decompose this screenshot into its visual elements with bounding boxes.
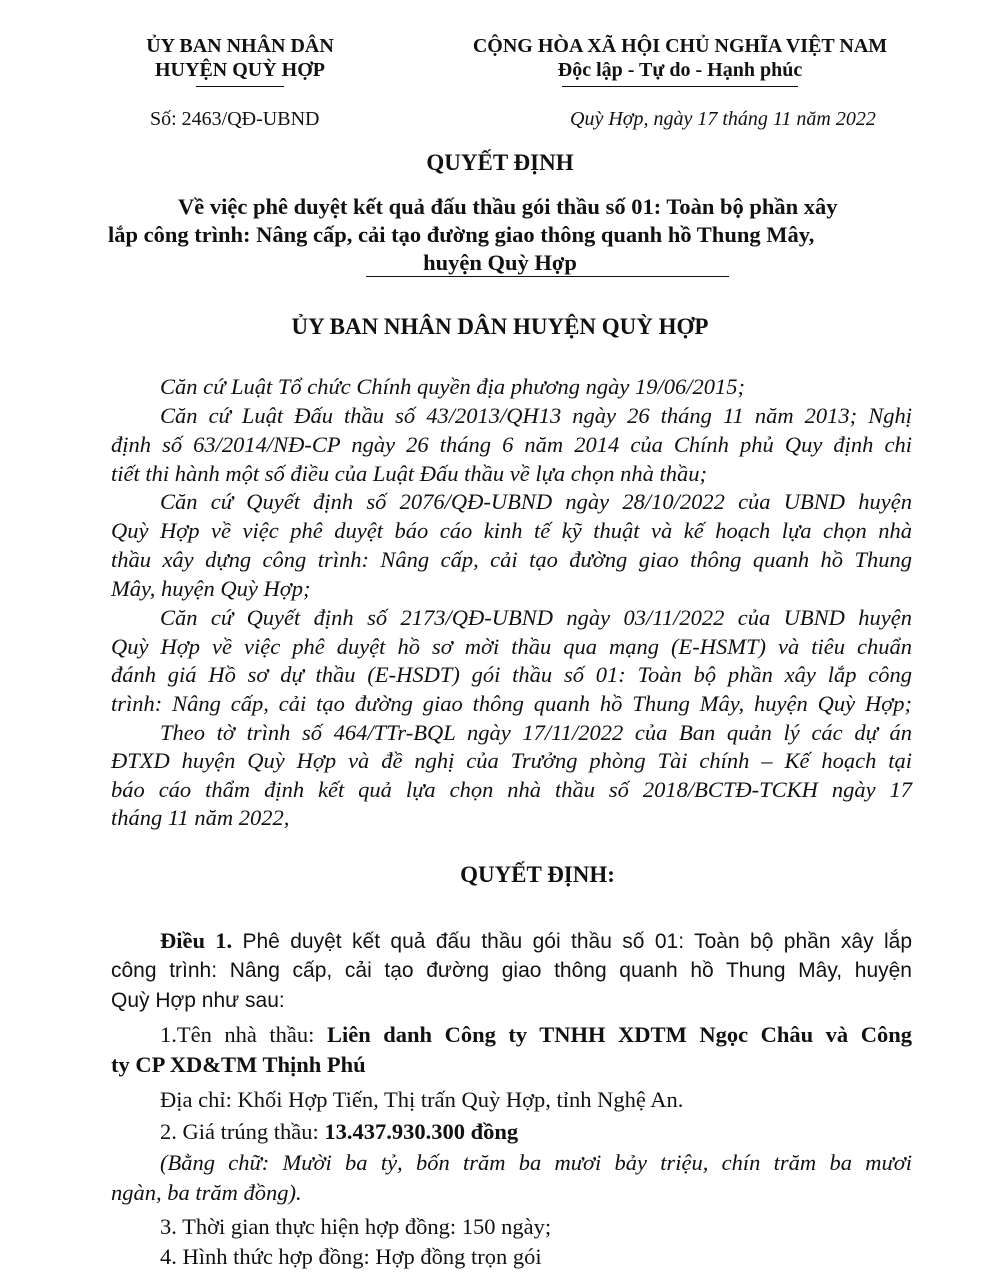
motto-underline — [562, 86, 798, 87]
agency-underline — [196, 86, 284, 87]
price-in-words-line2: ngàn, ba trăm đồng). — [111, 1180, 302, 1205]
subject-line-1: Về việc phê duyệt kết quả đấu thầu gói thầu số 01: Toàn bộ phần xây — [178, 194, 838, 219]
legal-basis-2-line1: Căn cứ Luật Đấu thầu số 43/2013/QH13 ngày 26 tháng 11 năm 2013; Nghị — [160, 403, 912, 428]
winning-price-line — [160, 1117, 518, 1147]
legal-basis-3-line2: Quỳ Hợp về việc phê duyệt báo cáo kinh tế kỹ thuật và kế hoạch lựa chọn nhà — [111, 518, 912, 543]
nation-title: CỘNG HÒA XÃ HỘI CHỦ NGHĨA VIỆT NAM — [472, 35, 888, 57]
place-date: Quỳ Hợp, ngày 17 tháng 11 năm 2022 — [570, 108, 876, 130]
legal-basis-4-line3: đánh giá Hồ sơ dự thầu (E-HSDT) gói thầu số 01: Toàn bộ phần xây lắp công — [111, 662, 912, 687]
legal-basis-2-line3: tiết thi hành một số điều của Luật Đấu thầu về lựa chọn nhà thầu; — [111, 461, 707, 486]
subject-line-3: huyện Quỳ Hợp — [423, 250, 577, 275]
legal-basis-1: Căn cứ Luật Tổ chức Chính quyền địa phương ngày 19/06/2015; — [160, 374, 746, 399]
legal-basis-2-line2: định số 63/2014/NĐ-CP ngày 26 tháng 6 năm 2014 của Chính phủ Quy định chi — [111, 432, 912, 457]
contractor-label: 1.Tên nhà thầu: — [160, 1022, 327, 1047]
winning-price-value: 13.437.930.300 đồng — [324, 1119, 519, 1144]
document-type: QUYẾT ĐỊNH — [426, 150, 574, 175]
contractor-name-part2: ty CP XD&TM Thịnh Phú — [111, 1052, 366, 1077]
legal-basis-4-line1: Căn cứ Quyết định số 2173/QĐ-UBND ngày 03/11/2022 của UBND huyện — [160, 605, 912, 630]
legal-basis-5-line4: tháng 11 năm 2022, — [111, 805, 290, 830]
agency-name-line1: ỦY BAN NHÂN DÂN — [146, 35, 334, 57]
legal-basis-5-line3: báo cáo thẩm định kết quả lựa chọn nhà thầu số 2018/BCTĐ-TCKH ngày 17 — [111, 777, 912, 802]
legal-basis-3-line1: Căn cứ Quyết định số 2076/QĐ-UBND ngày 28/10/2022 của UBND huyện — [160, 489, 912, 514]
winning-price-label: 2. Giá trúng thầu: — [160, 1119, 325, 1144]
title-underline — [366, 276, 729, 277]
contractor-name-part1: Liên danh Công ty TNHH XDTM Ngọc Châu và Công — [326, 1022, 912, 1047]
article-1-line1 — [160, 926, 912, 957]
article-1-text: Phê duyệt kết quả đấu thầu gói thầu số 01: Toàn bộ phần xây lắp — [232, 930, 913, 953]
legal-basis-5-line2: ĐTXD huyện Quỳ Hợp và đề nghị của Trưởng phòng Tài chính – Kế hoạch tại — [111, 748, 912, 773]
contractor-address: Địa chỉ: Khối Hợp Tiến, Thị trấn Quỳ Hợp, tỉnh Nghệ An. — [160, 1087, 684, 1112]
legal-basis-5-line1: Theo tờ trình số 464/TTr-BQL ngày 17/11/2022 của Ban quản lý các dự án — [160, 720, 912, 745]
contract-type: 4. Hình thức hợp đồng: Hợp đồng trọn gói — [160, 1244, 542, 1269]
document-number: Số: 2463/QĐ-UBND — [150, 108, 320, 130]
agency-name-line2: HUYỆN QUỲ HỢP — [155, 59, 325, 81]
subject-line-2: lắp công trình: Nâng cấp, cải tạo đường giao thông quanh hồ Thung Mây, — [108, 222, 815, 247]
contract-duration: 3. Thời gian thực hiện hợp đồng: 150 ngày; — [160, 1214, 552, 1239]
legal-basis-4-line4: trình: Nâng cấp, cải tạo đường giao thông quanh hồ Thung Mây, huyện Quỳ Hợp; — [111, 691, 912, 716]
legal-basis-4-line2: Quỳ Hợp về việc phê duyệt hồ sơ mời thầu qua mạng (E-HSMT) và tiêu chuẩn — [111, 634, 912, 659]
issuing-authority: ỦY BAN NHÂN DÂN HUYỆN QUỲ HỢP — [291, 314, 709, 339]
article-1-label: Điều 1. — [160, 928, 233, 953]
article-1-line3: Quỳ Hợp như sau: — [111, 989, 285, 1012]
legal-basis-3-line3: thầu xây dựng công trình: Nâng cấp, cải tạo đường giao thông quanh hồ Thung — [111, 547, 912, 572]
article-1-line2: công trình: Nâng cấp, cải tạo đường giao thông quanh hồ Thung Mây, huyện — [111, 959, 912, 982]
legal-basis-3-line4: Mây, huyện Quỳ Hợp; — [111, 576, 311, 601]
price-in-words-line1: (Bằng chữ: Mười ba tỷ, bốn trăm ba mươi bảy triệu, chín trăm ba mươi — [160, 1150, 912, 1175]
contractor-line1 — [160, 1020, 912, 1050]
nation-motto: Độc lập - Tự do - Hạnh phúc — [557, 59, 803, 81]
decision-heading: QUYẾT ĐỊNH: — [460, 862, 615, 887]
